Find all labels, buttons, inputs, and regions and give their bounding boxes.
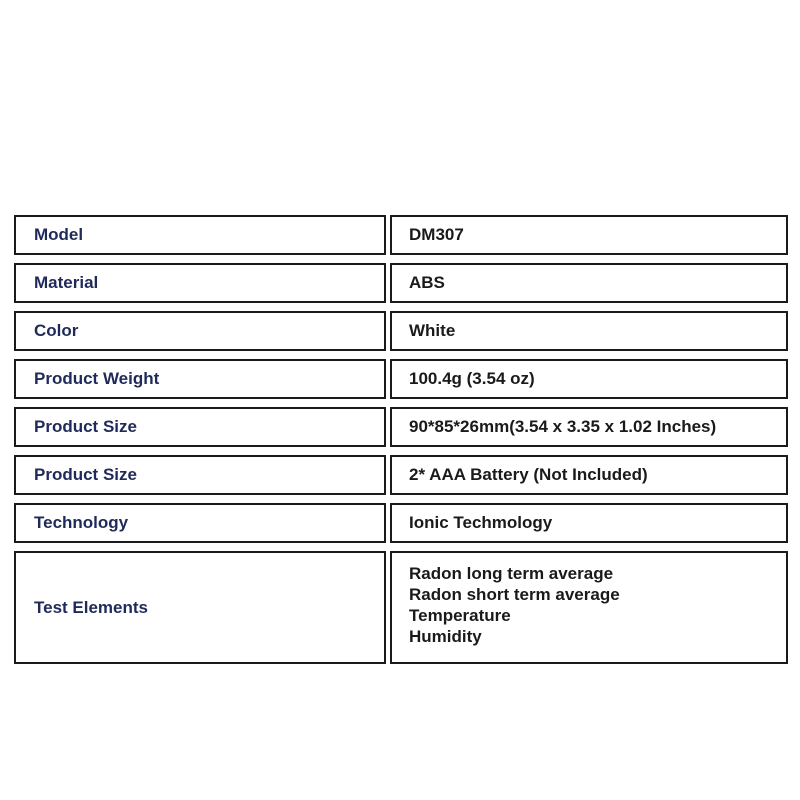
spec-row-model bbox=[14, 215, 788, 255]
spec-row-color bbox=[14, 311, 788, 351]
list-item: Radon short term average bbox=[409, 585, 620, 604]
spec-row-weight bbox=[14, 359, 788, 399]
spec-value: DM307 bbox=[390, 215, 788, 255]
spec-row-technology bbox=[14, 503, 788, 543]
spec-value: 90*85*26mm(3.54 x 3.35 x 1.02 Inches) bbox=[390, 407, 788, 447]
spec-value: Ionic Techmology bbox=[390, 503, 788, 543]
list-item: Humidity bbox=[409, 627, 482, 646]
spec-label: Technology bbox=[14, 503, 386, 543]
spec-row-test-elements bbox=[14, 551, 788, 664]
spec-value: ABS bbox=[390, 263, 788, 303]
spec-value: 100.4g (3.54 oz) bbox=[390, 359, 788, 399]
spec-label: Product Size bbox=[14, 455, 386, 495]
spec-label: Color bbox=[14, 311, 386, 351]
spec-label: Test Elements bbox=[14, 551, 386, 664]
spec-value: 2* AAA Battery (Not Included) bbox=[390, 455, 788, 495]
spec-label: Model bbox=[14, 215, 386, 255]
spec-value: White bbox=[390, 311, 788, 351]
spec-row-size bbox=[14, 407, 788, 447]
spec-value-list bbox=[390, 551, 788, 664]
spec-row-battery bbox=[14, 455, 788, 495]
list-item: Temperature bbox=[409, 606, 511, 625]
spec-label: Product Size bbox=[14, 407, 386, 447]
spec-table bbox=[14, 215, 788, 672]
spec-label: Product Weight bbox=[14, 359, 386, 399]
spec-label: Material bbox=[14, 263, 386, 303]
spec-row-material bbox=[14, 263, 788, 303]
list-item: Radon long term average bbox=[409, 564, 614, 583]
